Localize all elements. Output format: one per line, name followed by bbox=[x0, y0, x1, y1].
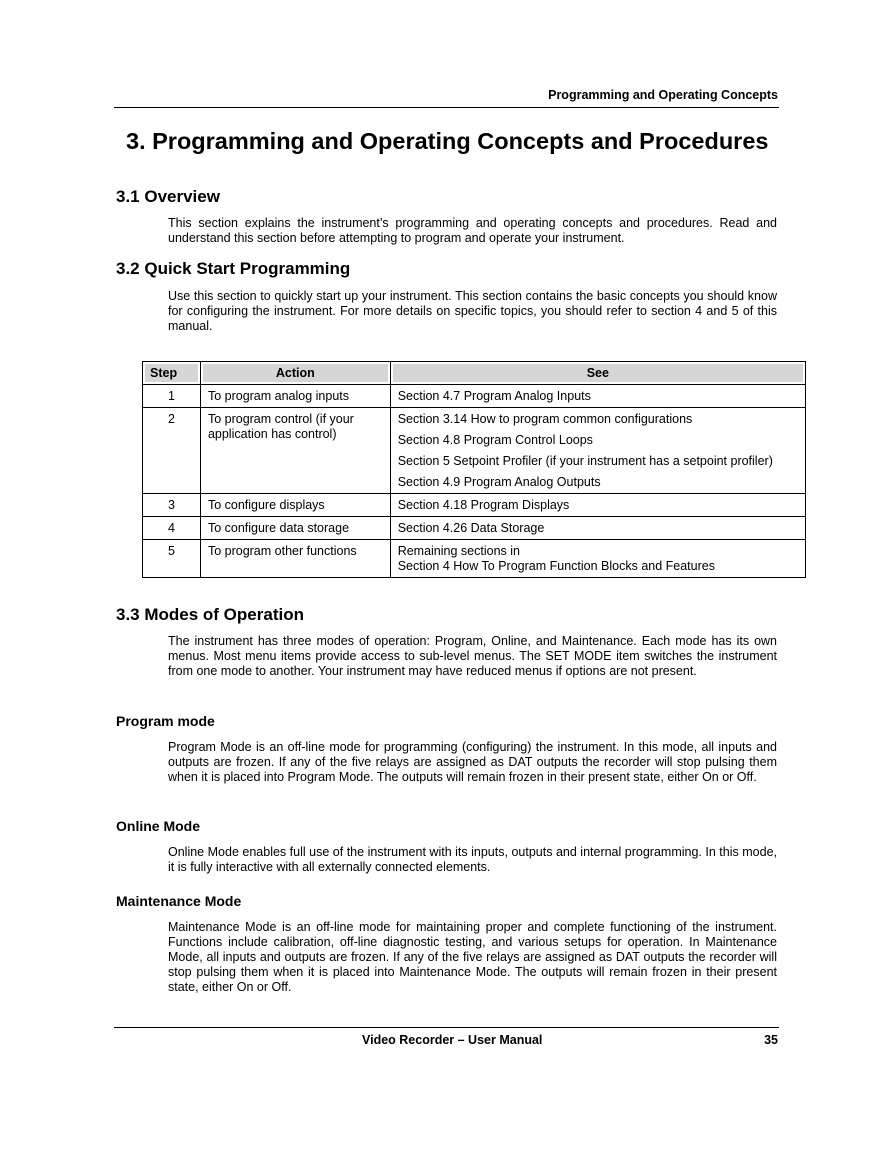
action-cell: To program other functions bbox=[200, 540, 390, 578]
header-action: Action bbox=[200, 362, 390, 385]
table-row bbox=[143, 517, 806, 540]
see-reference: Section 4.18 Program Displays bbox=[397, 498, 570, 512]
step-cell: 4 bbox=[143, 517, 201, 540]
see-cell bbox=[390, 494, 805, 517]
table-header-row bbox=[143, 362, 806, 385]
action-cell: To program analog inputs bbox=[200, 385, 390, 408]
chapter-title: 3. Programming and Operating Concepts and Procedures bbox=[126, 128, 769, 154]
section-heading-overview: 3.1 Overview bbox=[116, 187, 220, 206]
header-step: Step bbox=[143, 362, 201, 385]
see-reference: Section 4.26 Data Storage bbox=[397, 521, 545, 535]
program-mode-paragraph: Program Mode is an off-line mode for programming (configuring) the instrument. In this mode, all inputs and outputs are frozen. If any of the five relays are assigned as DAT outputs the recorder will stop pulsing them when it is placed into Program Mode. The outputs will remain frozen in their present state, either On or Off. bbox=[168, 740, 777, 784]
footer-rule bbox=[114, 1027, 779, 1028]
see-reference: Remaining sections in bbox=[397, 544, 520, 558]
subheading-online-mode: Online Mode bbox=[116, 818, 200, 834]
quick-start-table bbox=[142, 361, 806, 578]
online-mode-paragraph: Online Mode enables full use of the instrument with its inputs, outputs and internal programming. In this mode, it is fully interactive with all externally connected elements. bbox=[168, 845, 777, 874]
section-heading-quick-start: 3.2 Quick Start Programming bbox=[116, 259, 351, 278]
step-cell: 2 bbox=[143, 408, 201, 494]
see-reference: Section 3.14 How to program common configurations bbox=[397, 412, 693, 426]
table-row bbox=[143, 385, 806, 408]
see-reference: Section 5 Setpoint Profiler (if your instrument has a setpoint profiler) bbox=[397, 454, 773, 468]
quick-start-paragraph: Use this section to quickly start up your instrument. This section contains the basic concepts you should know for configuring the instrument. For more details on specific topics, you should refer to section 4 and 5 of this manual. bbox=[168, 289, 777, 333]
table-row bbox=[143, 408, 806, 494]
table-row bbox=[143, 540, 806, 578]
see-reference: Section 4.9 Program Analog Outputs bbox=[397, 475, 601, 489]
step-cell: 5 bbox=[143, 540, 201, 578]
overview-paragraph: This section explains the instrument’s programming and operating concepts and procedures. Read and understand this section before attempting to program and operate your instrument. bbox=[168, 216, 777, 245]
modes-paragraph: The instrument has three modes of operation: Program, Online, and Maintenance. Each mode has its own menus. Most menu items provide access to sub-level menus. The SET MODE item switches the instrument from one mode to another. Your instrument may have reduced menus if options are not present. bbox=[168, 634, 777, 678]
header-see: See bbox=[390, 362, 805, 385]
page-number: 35 bbox=[764, 1033, 778, 1047]
see-cell bbox=[390, 385, 805, 408]
see-reference: Section 4 How To Program Function Blocks and Features bbox=[397, 559, 715, 573]
subheading-program-mode: Program mode bbox=[116, 713, 215, 729]
see-cell bbox=[390, 517, 805, 540]
header-rule bbox=[114, 107, 779, 108]
see-reference: Section 4.8 Program Control Loops bbox=[397, 433, 593, 447]
action-cell: To configure displays bbox=[200, 494, 390, 517]
see-reference: Section 4.7 Program Analog Inputs bbox=[397, 389, 591, 403]
see-cell bbox=[390, 540, 805, 578]
action-cell: To program control (if your application has control) bbox=[200, 408, 390, 494]
action-cell: To configure data storage bbox=[200, 517, 390, 540]
section-heading-modes: 3.3 Modes of Operation bbox=[116, 605, 304, 624]
maintenance-mode-paragraph: Maintenance Mode is an off-line mode for maintaining proper and complete functioning of the instrument. Functions include calibration, off-line diagnostic testing, and various setups for operation. In Maintenance Mode, all inputs and outputs are frozen. If any of the five relays are assigned as DAT outputs the recorder will stop pulsing them when it is placed into Maintenance Mode. The outputs will remain frozen in their present state, either On or Off. bbox=[168, 920, 777, 994]
step-cell: 1 bbox=[143, 385, 201, 408]
running-header: Programming and Operating Concepts bbox=[548, 88, 778, 102]
footer-title: Video Recorder – User Manual bbox=[362, 1033, 543, 1047]
table-row bbox=[143, 494, 806, 517]
step-cell: 3 bbox=[143, 494, 201, 517]
subheading-maintenance-mode: Maintenance Mode bbox=[116, 893, 242, 909]
see-cell bbox=[390, 408, 805, 494]
